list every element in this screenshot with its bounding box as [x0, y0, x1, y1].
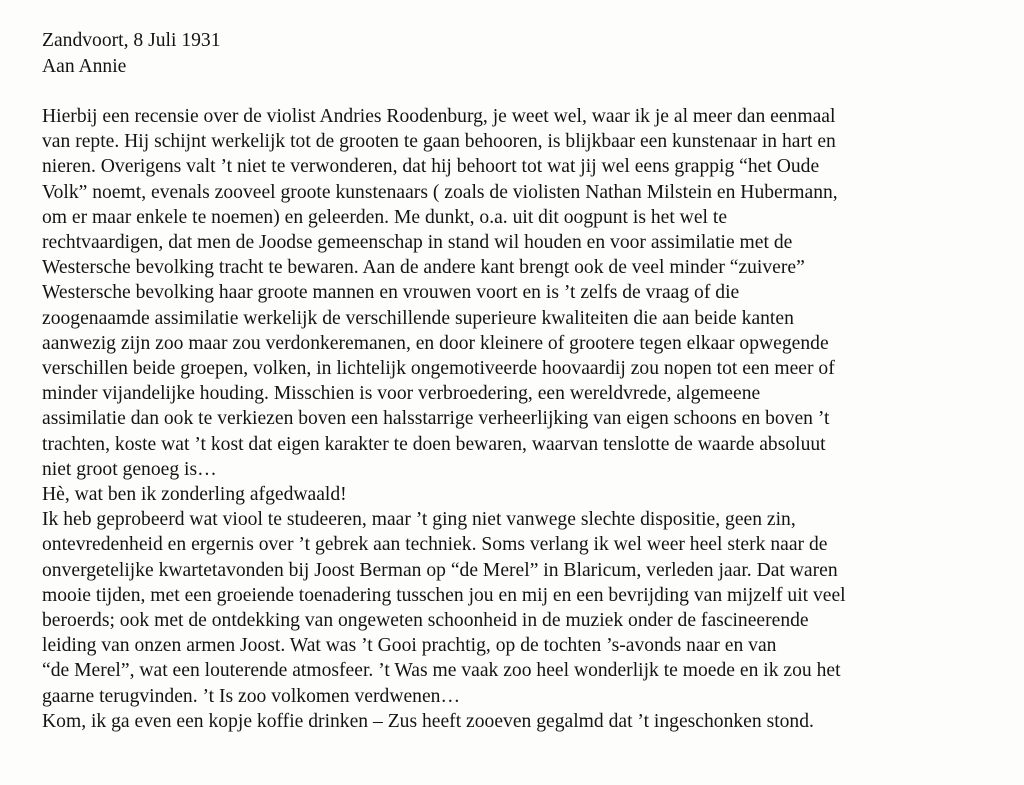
body-line: aanwezig zijn zoo maar zou verdonkeremanen, en door kleinere of grootere tegen elkaar opwegende	[42, 332, 829, 354]
letter-header	[42, 28, 221, 80]
body-line: mooie tijden, met een groeiende toenadering tusschen jou en mij en een bevrijding van mijzelf uit veel	[42, 584, 846, 606]
body-line: Ik heb geprobeerd wat viool te studeeren, maar ’t ging niet vanwege slechte dispositie, geen zin,	[42, 509, 796, 531]
letter-body	[42, 104, 1017, 734]
body-line: Volk” noemt, evenals zooveel groote kunstenaars ( zoals de violisten Nathan Milstein en Hubermann,	[42, 181, 838, 203]
body-line: Westersche bevolking haar groote mannen en vrouwen voort en is ’t zelfs de vraag of die	[42, 282, 740, 304]
body-line: Westersche bevolking tracht te bewaren. Aan de andere kant brengt ook de veel minder “zuivere”	[42, 257, 805, 279]
body-line: Kom, ik ga even een kopje koffie drinken – Zus heeft zooeven gegalmd dat ’t ingeschonken stond.	[42, 710, 814, 732]
body-line: rechtvaardigen, dat men de Joodse gemeenschap in stand wil houden en voor assimilatie met de	[42, 232, 793, 254]
body-line: gaarne terugvinden. ’t Is zoo volkomen verdwenen…	[42, 685, 461, 707]
body-line: om er maar enkele te noemen) en geleerden. Me dunkt, o.a. uit dit oogpunt is het wel te	[42, 206, 728, 228]
body-line: trachten, koste wat ’t kost dat eigen karakter te doen bewaren, waarvan tenslotte de waarde absoluut	[42, 433, 826, 455]
body-line: “de Merel”, wat een louterende atmosfeer. ’t Was me vaak zoo heel wonderlijk te moede en ik zou het	[42, 660, 841, 682]
body-line: ontevredenheid en ergernis over ’t gebrek aan techniek. Soms verlang ik wel weer heel sterk naar de	[42, 534, 828, 556]
body-line: niet groot genoeg is…	[42, 458, 217, 480]
salutation: Aan Annie	[42, 56, 127, 77]
body-line: onvergetelijke kwartetavonden bij Joost Berman op “de Merel” in Blaricum, verleden jaar. Dat waren	[42, 559, 838, 581]
body-line: verschillen beide groepen, volken, in lichtelijk ongemotiveerde hoovaardij zou nopen tot een meer of	[42, 358, 835, 380]
body-line: zoogenaamde assimilatie werkelijk de verschillende superieure kwaliteiten die aan beide kanten	[42, 307, 794, 329]
body-line: van repte. Hij schijnt werkelijk tot de grooten te gaan behooren, is blijkbaar een kunstenaar in hart en	[42, 131, 836, 153]
body-line: Hierbij een recensie over de violist Andries Roodenburg, je weet wel, waar ik je al meer dan eenmaal	[42, 106, 836, 127]
body-line: Hè, wat ben ik zonderling afgedwaald!	[42, 484, 347, 506]
body-line: assimilatie dan ook te verkiezen boven een halsstarrige verheerlijking van eigen schoons en boven ’t	[42, 408, 830, 430]
body-line: beroerds; ook met de ontdekking van ongeweten schoonheid in de muziek onder de fascineerende	[42, 610, 809, 632]
place-date: Zandvoort, 8 Juli 1931	[42, 30, 221, 51]
body-line: leiding van onzen armen Joost. Wat was ’t Gooi prachtig, op de tochten ’s-avonds naar en van	[42, 635, 777, 657]
body-line: minder vijandelijke houding. Misschien is voor verbroedering, een wereldvrede, algemeene	[42, 383, 761, 405]
body-line: nieren. Overigens valt ’t niet te verwonderen, dat hij behoort tot wat jij wel eens grappig “het Oude	[42, 156, 820, 178]
